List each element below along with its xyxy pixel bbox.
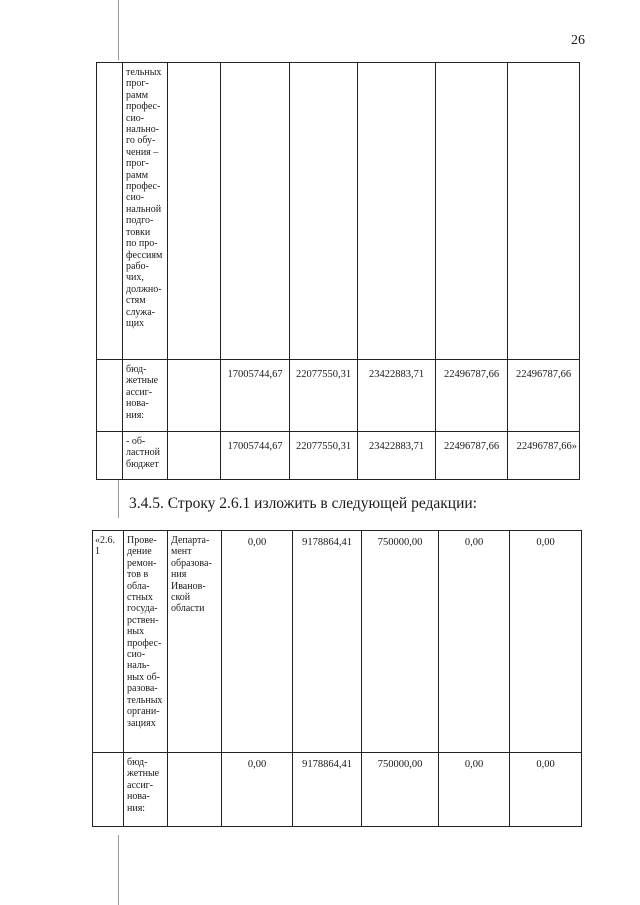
row-number: «2.6. 1 [95,535,115,558]
cell-value: 0,00 [222,531,293,753]
section-heading: 3.4.5. Строку 2.6.1 изложить в следующей редакции: [129,495,477,512]
cell-value: 22496787,66 [436,360,508,432]
cell-number [97,63,123,360]
cell-name [123,432,168,480]
cell-value: 750000,00 [362,531,439,753]
table-row [97,63,580,360]
cell-value: 0,00 [222,753,293,827]
cell-executor [168,360,221,432]
cell-value: 9178864,41 [293,531,362,753]
budget-table-continued [96,62,580,480]
cell-value: 23422883,71 [358,360,436,432]
table-row [93,753,582,827]
row-name-text: Прове- дение ремон- тов в обла- стных госуда- рствен- ных профес- сио- наль- ных об- разова- тельных органи- зациях [127,535,163,729]
cell-value: 22077550,31 [290,360,358,432]
cell-value: 0,00 [510,531,582,753]
budget-table-row-2-6-1 [92,530,582,827]
cell-name [123,360,168,432]
table-row [97,360,580,432]
row-name-text: бюд- жетные ассиг- нова- ния: [126,364,159,421]
cell-value: 0,00 [439,531,510,753]
cell-executor [168,753,222,827]
cell-value [221,63,290,360]
binding-margin-mark-bottom [118,835,119,905]
table-row [97,432,580,480]
cell-name [123,63,168,360]
cell-value: 22077550,31 [290,432,358,480]
cell-value: 17005744,67 [221,432,290,480]
cell-executor [168,432,221,480]
cell-value: 9178864,41 [293,753,362,827]
row-name-text: тельных прог- рамм профес- сио- нально- го обу- чения – прог- рамм профес- сио- нальной подго- товки по про- фессиям рабо- чих, должно- стям служа- щих [126,67,163,329]
cell-number [97,360,123,432]
row-name-text: бюд- жетные ассиг- нова- ния: [127,757,160,814]
binding-margin-mark-top [118,0,119,60]
binding-margin-mark-middle [118,480,119,518]
table-row [93,531,582,753]
cell-executor [168,531,222,753]
cell-value: 0,00 [510,753,582,827]
cell-value [436,63,508,360]
cell-value [358,63,436,360]
cell-number [97,432,123,480]
executor-text: Департа- мент образова- ния Иванов- ской области [171,535,212,615]
cell-value [508,63,580,360]
cell-value: 0,00 [439,753,510,827]
cell-number [93,531,124,753]
cell-value [290,63,358,360]
cell-value: 750000,00 [362,753,439,827]
cell-value: 17005744,67 [221,360,290,432]
cell-value: 22496787,66 [436,432,508,480]
row-name-text: - об- ластной бюджет [126,436,160,470]
cell-name [124,753,168,827]
cell-value: 22496787,66» [508,432,580,480]
cell-name [124,531,168,753]
cell-number [93,753,124,827]
cell-value: 22496787,66 [508,360,580,432]
cell-executor [168,63,221,360]
cell-value: 23422883,71 [358,432,436,480]
page-number: 26 [571,33,585,48]
